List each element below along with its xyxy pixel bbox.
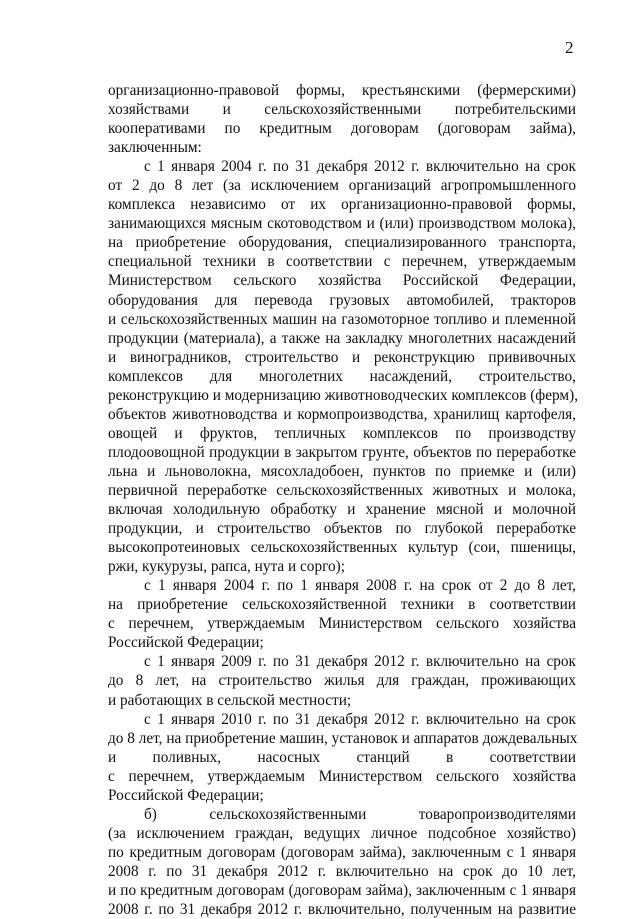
- text-line: хозяйствами и сельскохозяйственными потребительскими: [108, 101, 576, 119]
- text-line: высокопротеиновых сельскохозяйственных культур (сои, пшеницы,: [108, 539, 576, 557]
- text-line: б) сельскохозяйственными товаропроизводителями: [144, 805, 576, 823]
- text-line: до 8 лет, на приобретение машин, установок и аппаратов дождевальных: [108, 729, 578, 747]
- text-line: оборудования для перевода грузовых автомобилей, тракторов: [108, 291, 576, 309]
- text-line: и поливных, насосных станций в соответствии: [108, 748, 576, 766]
- text-line: с 1 января 2010 г. по 31 декабря 2012 г. включительно на срок: [144, 710, 576, 728]
- text-line: до 8 лет, на строительство жилья для граждан, проживающих: [108, 672, 576, 690]
- text-line: занимающихся мясным скотоводством и (или) производством молока),: [108, 215, 576, 233]
- text-line: плодоовощной продукции в закрытом грунте, объектов по переработке: [108, 443, 576, 461]
- text-line: овощей и фруктов, тепличных комплексов по производству: [108, 424, 576, 442]
- page-number: 2: [565, 38, 574, 57]
- text-line: комплекса независимо от их организационно-правовой формы,: [108, 196, 576, 214]
- text-line: 2008 г. по 31 декабря 2012 г. включительно, полученным на развитие: [108, 901, 576, 919]
- text-line: включая холодильную обработку и хранение мясной и молочной: [108, 501, 576, 519]
- document-body-text: [108, 81, 579, 919]
- text-line: и сельскохозяйственных машин на газомоторное топливо и племенной: [108, 310, 576, 328]
- text-line: ржи, кукурузы, рапса, нута и сорго);: [108, 558, 345, 576]
- text-line: с 1 января 2004 г. по 31 декабря 2012 г. включительно на срок: [144, 158, 576, 176]
- text-line: на приобретение оборудования, специализированного транспорта,: [108, 234, 576, 252]
- text-line: Российской Федерации;: [108, 634, 264, 652]
- text-line: с перечнем, утверждаемым Министерством сельского хозяйства: [108, 615, 576, 633]
- text-line: по кредитным договорам (договорам займа), заключенным с 1 января: [108, 843, 576, 861]
- text-line: Министерством сельского хозяйства Российской Федерации,: [108, 272, 576, 290]
- text-line: от 2 до 8 лет (за исключением организаций агропромышленного: [108, 177, 576, 195]
- text-line: и виноградников, строительство и реконструкцию прививочных: [108, 348, 576, 366]
- text-line: продукции, и строительство объектов по глубокой переработке: [108, 520, 576, 538]
- text-line: кооперативами по кредитным договорам (договорам займа),: [108, 120, 576, 138]
- text-line: Российской Федерации;: [108, 786, 264, 804]
- text-line: льна и льноволокна, мясохладобоен, пунктов по приемке и (или): [108, 462, 576, 480]
- text-line: организационно-правовой формы, крестьянскими (фермерскими): [108, 82, 576, 99]
- text-line: (за исключением граждан, ведущих личное подсобное хозяйство): [108, 824, 576, 842]
- text-line: с перечнем, утверждаемым Министерством сельского хозяйства: [108, 767, 576, 785]
- text-line: и по кредитным договорам (договорам займа), заключенным с 1 января: [108, 881, 576, 899]
- text-line: специальной техники в соответствии с перечнем, утверждаемым: [108, 253, 576, 271]
- text-line: на приобретение сельскохозяйственной техники в соответствии: [108, 596, 576, 614]
- text-line: 2008 г. по 31 декабря 2012 г. включительно на срок до 10 лет,: [108, 862, 576, 880]
- text-line: объектов животноводства и кормопроизводства, хранилищ картофеля,: [108, 405, 576, 423]
- text-line: реконструкцию и модернизацию животноводческих комплексов (ферм),: [108, 386, 579, 404]
- text-line: с 1 января 2009 г. по 31 декабря 2012 г. включительно на срок: [144, 653, 576, 671]
- text-line: заключенным:: [108, 139, 202, 157]
- text-line: комплексов для многолетних насаждений, строительство,: [108, 367, 576, 385]
- text-line: с 1 января 2004 г. по 1 января 2008 г. на срок от 2 до 8 лет,: [144, 577, 576, 595]
- text-line: и работающих в сельской местности;: [108, 691, 352, 709]
- text-line: продукции (материала), а также на закладку многолетних насаждений: [108, 329, 576, 347]
- text-line: первичной переработке сельскохозяйственных животных и молока,: [108, 481, 576, 499]
